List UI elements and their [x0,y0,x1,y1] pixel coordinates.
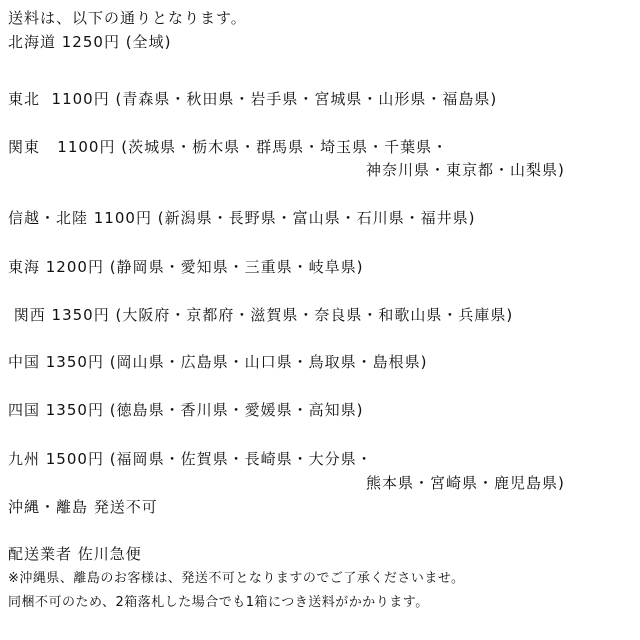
rate-kanto: 関東 1100円 (茨城県・栃木県・群馬県・埼玉県・千葉県・ [8,138,449,156]
note-bundling: 同梱不可のため、2箱落札した場合でも1箱につき送料がかかります。 [8,595,429,610]
rate-shinetsu-hokuriku: 信越・北陸 1100円 (新潟県・長野県・富山県・石川県・福井県) [8,209,476,227]
rate-chugoku: 中国 1350円 (岡山県・広島県・山口県・鳥取県・島根県) [8,353,428,371]
rate-hokkaido: 北海道 1250円 (全域) [8,33,172,51]
rate-kanto-cont: 神奈川県・東京都・山梨県) [366,161,565,179]
rate-kansai: 関西 1350円 (大阪府・京都府・滋賀県・奈良県・和歌山県・兵庫県) [8,306,514,324]
rate-kyushu: 九州 1500円 (福岡県・佐賀県・長崎県・大分県・ [8,450,373,468]
rate-shikoku: 四国 1350円 (徳島県・香川県・愛媛県・高知県) [8,401,364,419]
note-okinawa: ※沖縄県、離島のお客様は、発送不可となりますのでご了承くださいませ。 [8,571,465,586]
rate-tohoku: 東北 1100円 (青森県・秋田県・岩手県・宮城県・山形県・福島県) [8,90,498,108]
no-ship-text: 沖縄・離島 発送不可 [8,498,158,516]
rate-tokai: 東海 1200円 (静岡県・愛知県・三重県・岐阜県) [8,258,364,276]
intro-text: 送料は、以下の通りとなります。 [8,9,247,27]
carrier-text: 配送業者 佐川急便 [8,545,142,563]
rate-kyushu-cont: 熊本県・宮崎県・鹿児島県) [366,474,565,492]
